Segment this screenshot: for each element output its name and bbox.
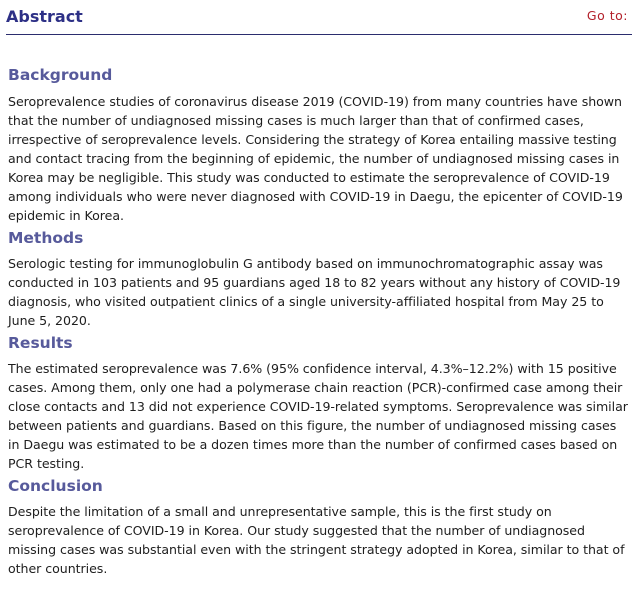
background-heading: Background: [8, 66, 113, 84]
conclusion-text: Despite the limitation of a small and unrepresentative sample, this is the first study on seroprevalence of COVID-19 in Korea. Our study suggested that the number of undiagnosed missing cases was substantial even with the stringent strategy adopted in Korea, similar to that of other countries.: [8, 504, 625, 576]
abstract-header: [6, 0, 632, 35]
methods-section: [8, 229, 630, 330]
conclusion-heading: Conclusion: [8, 477, 103, 495]
results-section: [8, 334, 630, 473]
conclusion-section: [8, 477, 630, 578]
abstract-title: Abstract: [6, 7, 83, 26]
results-text: The estimated seroprevalence was 7.6% (95% confidence interval, 4.3%–12.2%) with 15 positive cases. Among them, only one had a polymerase chain reaction (PCR)-confirmed case among their close contacts and 13 did not experience COVID-19-related symptoms. Seroprevalence was similar between patients and guardians. Based on this figure, the number of undiagnosed missing cases in Daegu was estimated to be a dozen times more than the number of confirmed cases based on PCR testing.: [8, 361, 628, 471]
results-heading: Results: [8, 334, 73, 352]
background-section: [8, 66, 630, 225]
methods-text: Serologic testing for immunoglobulin G antibody based on immunochromatographic assay was conducted in 103 patients and 95 guardians aged 18 to 82 years without any history of COVID-19 diagnosis, who visited outpatient clinics of a single university-affiliated hospital from May 25 to June 5, 2020.: [8, 256, 621, 328]
methods-heading: Methods: [8, 229, 84, 247]
background-text: Seroprevalence studies of coronavirus disease 2019 (COVID-19) from many countries have shown that the number of undiagnosed missing cases is much larger than that of confirmed cases, irrespective of seroprevalence levels. Considering the strategy of Korea entailing massive testing and contact tracing from the beginning of epidemic, the number of undiagnosed missing cases in Korea may be negligible. This study was conducted to estimate the seroprevalence of COVID-19 among individuals who were never diagnosed with COVID-19 in Daegu, the epicenter of COVID-19 epidemic in Korea.: [8, 94, 623, 223]
goto-link[interactable]: Go to:: [586, 8, 628, 23]
